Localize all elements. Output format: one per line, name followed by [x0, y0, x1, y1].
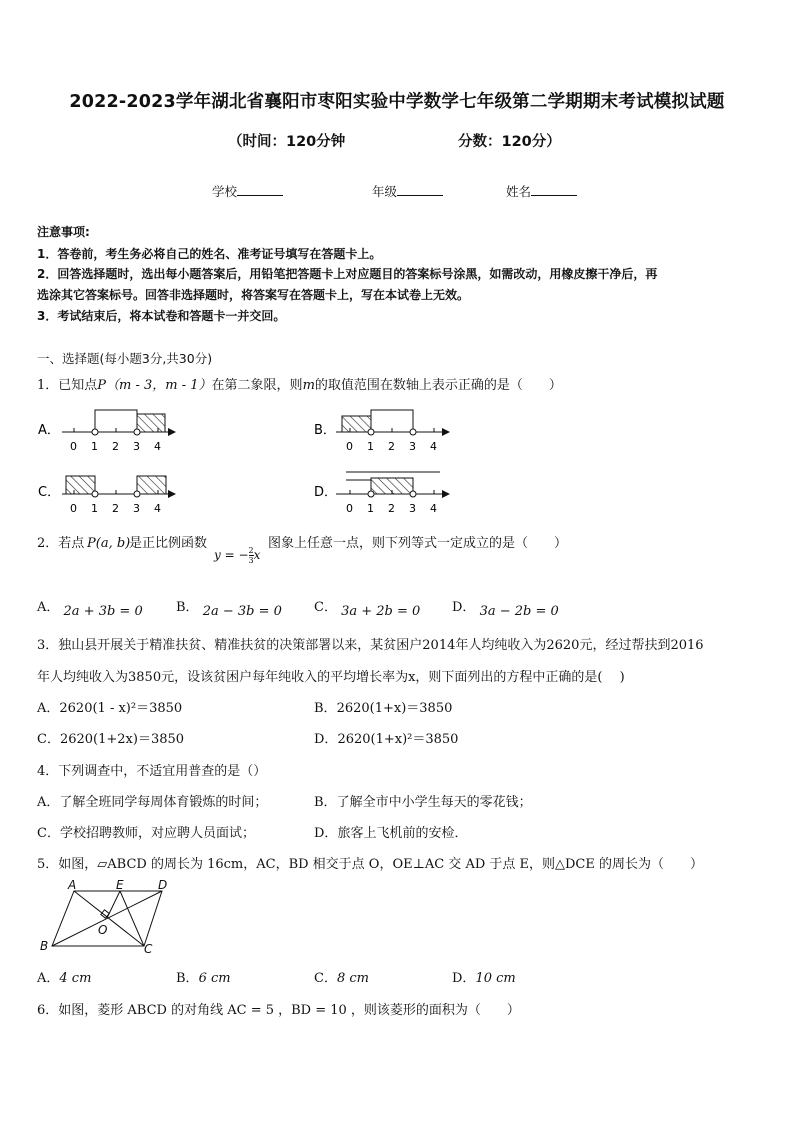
option-label: B． — [314, 701, 337, 716]
option-label: C． — [37, 732, 60, 747]
q1-label-a: A． — [38, 423, 60, 438]
option-label: A． — [37, 701, 60, 716]
tick-label: 1 — [367, 440, 374, 453]
point-label-e: E — [116, 878, 124, 892]
option-expr: 10 cm — [475, 971, 516, 986]
tick-label: 0 — [70, 502, 77, 515]
q2-option-b[interactable] — [176, 596, 282, 619]
option-label: B． — [176, 600, 199, 615]
q1-option-d[interactable] — [314, 472, 450, 515]
option-text: 旅客上飞机前的安检． — [337, 826, 468, 841]
tick-label: 2 — [112, 440, 119, 453]
option-expr: 6 cm — [198, 971, 231, 986]
q1-stem-e: 的取值范围在数轴上表示正确的是（ ） — [314, 378, 562, 393]
notice-item: 3．考试结束后，将本试卷和答题卡一并交回。 — [37, 309, 286, 323]
option-label: B． — [176, 971, 199, 986]
tick-label: 2 — [388, 440, 395, 453]
exam-score: 分数：120分） — [458, 134, 561, 150]
point-label-o: O — [98, 923, 108, 937]
tick-label: 2 — [388, 502, 395, 515]
notice-heading: 注意事项: — [37, 225, 90, 239]
grade-label: 年级 — [372, 184, 398, 199]
q6-stem: 6．如图，菱形 ABCD 的对角线 AC = 5 ，BD = 10 ，则该菱形的面积为（ ） — [37, 1003, 520, 1018]
q2-stem-a: 2．若点 — [37, 536, 85, 551]
option-expr: 4 cm — [59, 971, 92, 986]
option-label: D． — [314, 732, 338, 747]
point-label-b: B — [40, 939, 49, 953]
q1-point: P（m - 3，m - 1） — [97, 378, 212, 393]
option-expr: 2620(1+2x)＝3850 — [59, 732, 185, 747]
diagonal-bd — [52, 891, 162, 946]
q2-option-a[interactable] — [37, 596, 143, 619]
tick-label: 2 — [112, 502, 119, 515]
name-label: 姓名 — [506, 184, 532, 199]
q2-stem-c: 图象上任意一点，则下列等式一定成立的是（ ） — [268, 536, 568, 551]
point-label-c: C — [144, 942, 153, 956]
q2-func: y = − — [214, 548, 249, 562]
q2-frac-den: 3 — [248, 556, 254, 565]
q2-stem-b: 是正比例函数 — [129, 536, 208, 551]
school-field — [212, 182, 283, 200]
tick-label: 0 — [346, 440, 353, 453]
exam-time: （时间：120分钟 — [228, 134, 346, 150]
option-text: 学校招聘教师，对应聘人员面试； — [59, 826, 255, 841]
q1-stem-c: 在第二象限，则 — [211, 378, 303, 393]
notice-item: 选涂其它答案标号。回答非选择题时，将答案写在答题卡上，写在本试卷上无效。 — [37, 288, 470, 302]
tick-label: 4 — [154, 440, 161, 453]
q5-option-c[interactable] — [314, 967, 369, 986]
option-expr: 2620(1 - x)²＝3850 — [59, 701, 183, 716]
tick-label: 0 — [70, 440, 77, 453]
tick-label: 1 — [91, 502, 98, 515]
q1-option-a[interactable] — [38, 410, 176, 453]
option-text: 了解全市中小学生每天的零花钱； — [336, 795, 532, 810]
option-label: C． — [314, 971, 337, 986]
q4-option-b[interactable] — [314, 791, 532, 810]
q3-option-d[interactable] — [314, 728, 458, 747]
tick-label: 4 — [154, 502, 161, 515]
page-title: 2022-2023学年湖北省襄阳市枣阳实验中学数学七年级第二学期期末考试模拟试题 — [69, 92, 725, 112]
q1-stem-a: 1．已知点 — [37, 378, 98, 393]
option-label: D． — [452, 600, 476, 615]
q1-number-lines — [30, 402, 790, 520]
q1-stem — [37, 374, 562, 393]
q3-option-c[interactable] — [37, 728, 184, 747]
tick-label: 3 — [409, 440, 416, 453]
q5-option-b[interactable] — [176, 967, 231, 986]
diagonal-ac — [74, 891, 144, 946]
q1-label-d: D． — [314, 485, 338, 500]
option-expr: 2a − 3b = 0 — [202, 604, 282, 619]
q2-option-c[interactable] — [314, 596, 421, 619]
option-label: B． — [314, 795, 337, 810]
name-blank[interactable] — [531, 183, 577, 196]
q2-frac-num: 2 — [248, 546, 254, 555]
tick-label: 3 — [133, 502, 140, 515]
option-expr: 2620(1+x)²＝3850 — [337, 732, 459, 747]
option-expr: 2a + 3b = 0 — [63, 604, 143, 619]
q1-option-c[interactable] — [38, 476, 176, 515]
option-text: 了解全班同学每周体育锻炼的时间； — [59, 795, 268, 810]
tick-label: 4 — [430, 440, 437, 453]
point-label-a: A — [68, 878, 77, 892]
school-label: 学校 — [212, 184, 238, 199]
tick-label: 4 — [430, 502, 437, 515]
option-label: D． — [314, 826, 338, 841]
grade-blank[interactable] — [397, 183, 443, 196]
option-label: A． — [37, 795, 60, 810]
point-label-d: D — [158, 878, 168, 892]
q2-point: P(a, b) — [87, 536, 131, 551]
q1-label-b: B． — [314, 423, 336, 438]
option-expr: 8 cm — [336, 971, 369, 986]
q1-label-c: C． — [38, 485, 61, 500]
q3-stem-line1: 3．独山县开展关于精准扶贫、精准扶贫的决策部署以来，某贫困户2014年人均纯收入为2620元，经过帮扶到2016 — [37, 638, 704, 653]
tick-label: 3 — [133, 440, 140, 453]
q5-stem: 5．如图，▱ABCD 的周长为 16cm，AC，BD 相交于点 O，OE⊥AC 交 AD 于点 E，则△DCE 的周长为（ ） — [37, 857, 703, 872]
section-heading: 一、选择题(每小题3分,共30分) — [37, 351, 213, 366]
q3-stem-line2: 年人均纯收入为3850元，设该贫困户每年纯收入的平均增长率为x，则下面列出的方程中正确的是( ) — [37, 670, 625, 685]
q4-option-d[interactable] — [314, 822, 467, 841]
q1-option-b[interactable] — [314, 410, 450, 453]
grade-field — [372, 182, 443, 200]
q2-func-x: x — [253, 548, 261, 562]
option-expr: 2620(1+x)＝3850 — [336, 701, 453, 716]
option-label: A． — [37, 600, 60, 615]
option-label: D． — [452, 971, 476, 986]
name-field — [506, 182, 577, 200]
q4-option-c[interactable] — [37, 822, 255, 841]
q4-option-a[interactable] — [37, 791, 267, 810]
option-expr: 3a + 2b = 0 — [341, 604, 421, 619]
tick-label: 1 — [91, 440, 98, 453]
q2-option-d[interactable] — [452, 596, 559, 619]
notice-item: 1．答卷前，考生务必将自己的姓名、准考证号填写在答题卡上。 — [37, 247, 382, 261]
q2-function — [214, 546, 260, 565]
q3-option-a[interactable] — [37, 697, 182, 716]
notice-item: 2．回答选择题时，选出每小题答案后，用铅笔把答题卡上对应题目的答案标号涂黑，如需改动，用橡皮擦干净后，再 — [37, 267, 658, 281]
segment-ce — [120, 891, 144, 946]
option-label: A． — [37, 971, 60, 986]
q1-var-m: m — [302, 378, 315, 393]
q3-option-b[interactable] — [314, 697, 452, 716]
q5-option-d[interactable] — [452, 967, 516, 986]
tick-label: 0 — [346, 502, 353, 515]
option-label: C． — [314, 600, 337, 615]
option-label: C． — [37, 826, 60, 841]
tick-label: 3 — [409, 502, 416, 515]
q5-parallelogram-figure — [36, 878, 176, 958]
q4-stem: 4．下列调查中，不适宜用普查的是（） — [37, 764, 267, 779]
option-expr: 3a − 2b = 0 — [479, 604, 559, 619]
tick-label: 1 — [367, 502, 374, 515]
q5-option-a[interactable] — [37, 967, 91, 986]
school-blank[interactable] — [237, 183, 283, 196]
